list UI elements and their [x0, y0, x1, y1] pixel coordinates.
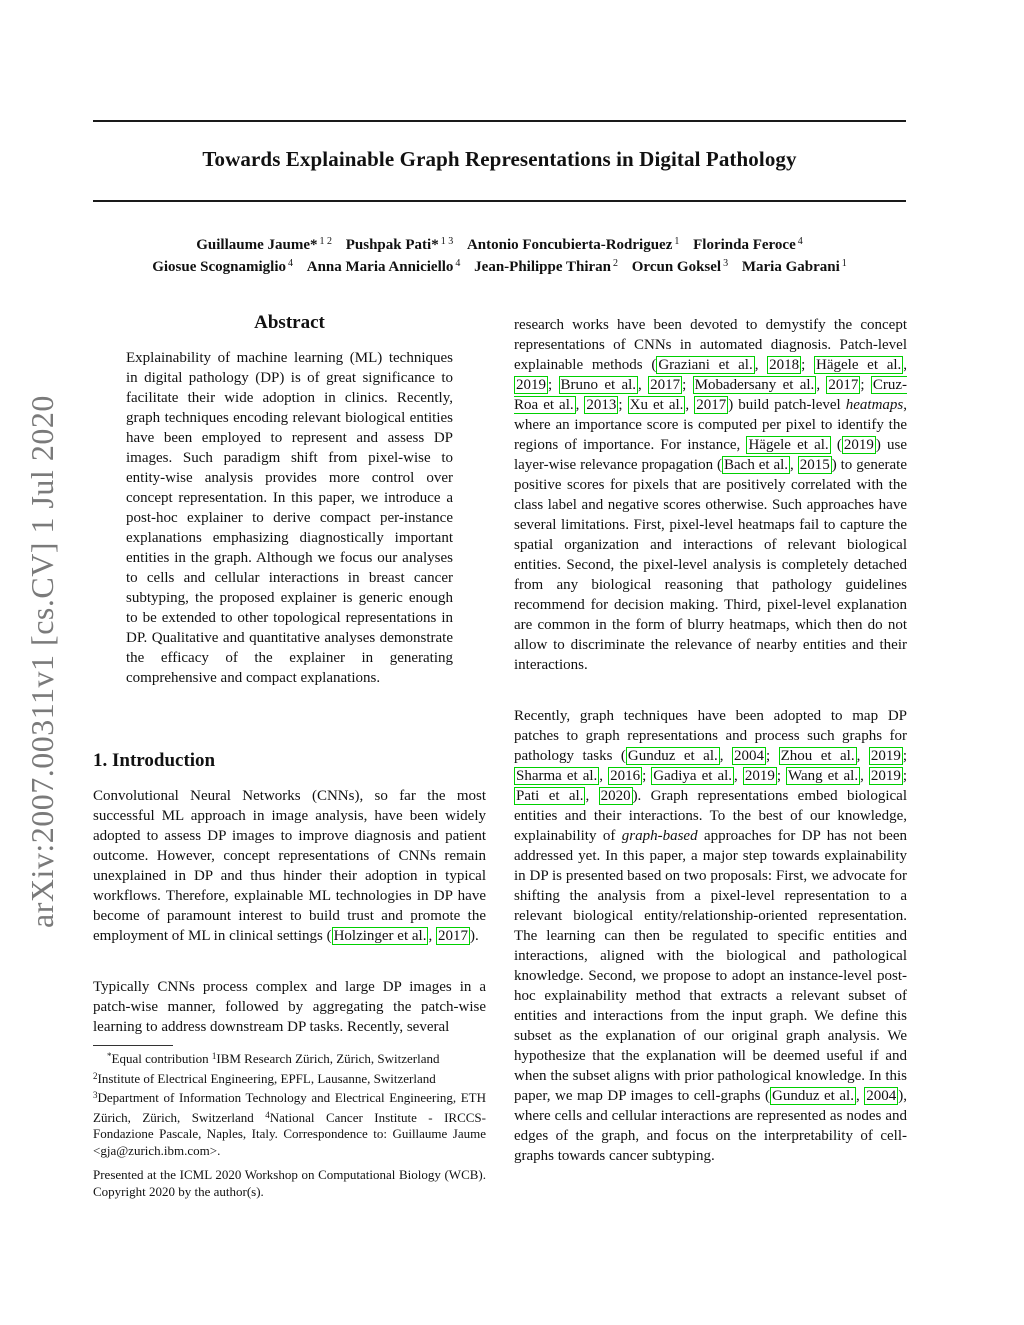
intro-paragraph-2: Typically CNNs process complex and large DP images in a patch-wise manner, followed by aggregating the patch-wise learning to address downstream DP tasks. Recently, several [93, 979, 486, 1035]
citation-link[interactable]: Holzinger et al. [333, 928, 427, 944]
citation-link[interactable]: Bach et al. [724, 457, 789, 473]
citation-link[interactable]: Gadiya et al. [653, 768, 733, 784]
citation-link[interactable]: Pati et al. [516, 788, 584, 804]
citation-link[interactable]: Bruno et al. [560, 377, 637, 393]
citation-link[interactable]: 2004 [866, 1088, 897, 1104]
introduction-heading: 1. Introduction [93, 750, 216, 771]
author: Antonio Foncubierta-Rodriguez $^1$ [466, 236, 680, 253]
citation-link[interactable]: Wang et al. [788, 768, 859, 784]
author: Orcun Goksel $^3$ [631, 258, 729, 275]
citation-link[interactable]: 2019 [843, 437, 874, 453]
citation-link[interactable]: Hägele et al. [816, 357, 902, 373]
citation-link[interactable]: Hägele et al. [748, 437, 829, 453]
citation-link[interactable]: Xu et al. [629, 397, 684, 413]
citation-link[interactable]: Mobadersany et al. [694, 377, 815, 393]
arxiv-identifier: arXiv:2007.00311v1 [cs.CV] 1 Jul 2020 [24, 395, 60, 928]
citation-link[interactable]: 2017 [650, 377, 681, 393]
citation-link[interactable]: 2017 [696, 397, 727, 413]
citation-link[interactable]: Graziani et al. [658, 357, 753, 373]
citation-link[interactable]: 2017 [437, 928, 468, 944]
right-paragraph-2: Recently, graph techniques have been adopted to map DP patches to graph representations and process such graphs for pathology tasks ( Gunduz et al. , 2004 ; Zhou et al. , 2019 ; Sharma et al. , 2016 ; Gadiya et al. , 2019 ; Wang et al. , 2019 ; Pati et al. , 2020 ). Graph representations embed biological entities and their interactions. To the best of our knowledge, explainability of graph-based approaches for DP has not been addressed yet. In this paper, a major step towards explainability in DP is presented based on two proposals: First, we advocate for shifting the analysis from a pixel-level representation to a relevant biological entity/relationship-oriented representation. The learning can then be regulated to specific entities and interactions, aligned with the biological and pathological knowledge. Second, we propose to adopt an instance-level post-hoc explainability method that extracts a relevant subset of entities and interactions from the input graph. We define this subset as the explanation of our original graph analysis. We hypothesize that the explanation will be deemed useful if and when the subset aligns with prior pathological knowledge. In this paper, we map DP images to cell-graphs ( Gunduz et al. , 2004 ), where cells and cellular interactions are represented as nodes and edges of the graph, and focus on the interpretability of cell-graphs towards cancer subtyping. [514, 708, 908, 1164]
authors-line-2 [93, 258, 906, 276]
citation-link[interactable]: 2019 [870, 748, 901, 764]
citation-link[interactable]: 2016 [610, 768, 641, 784]
right-paragraph-1: research works have been devoted to demystify the concept representations of CNNs in automated diagnosis. Patch-level explainable methods ( Graziani et al. , 2018 ; Hägele et al. , 2019 ; Bruno et al. , 2017 ; Mobadersany et al. , 2017 ; Cruz-Roa et al. , 2013 ; Xu et al. , 2017 ) build patch-level heatmaps, where an importance score is computed per pixel to identify the regions of importance. For instance, Hägele et al. ( 2019 ) use layer-wise relevance propagation ( Bach et al. , 2015 ) to generate positive scores for pixels that are positively correlated with the class label and negative scores otherwise. Such approaches have several limitations. First, pixel-level heatmaps fail to capture the spatial organization and interactions of relevant biological entities. Second, the pixel-level analysis is completely detached from any biological reasoning that pathology guidelines recommend for decision making. Third, pixel-level explanation are common in the form of blurry heatmaps, which then do not allow to discriminate the relevance of nearby entities and their interactions. [514, 317, 908, 673]
footnotes: *Equal contribution $^1$IBM Research Zürich, Zürich, Switzerland $^2$Institute of Electrical Engineering, EPFL, Lausanne, Switzerland $^3$Department of Information Technology and Electrical Engineering, ETH Zürich, Zürich, Switzerland $^4$National Cancer Institute - IRCCS-Fondazione Pascale, Naples, Italy. Correspondence to: Guillaume Jaume <gja@zurich.ibm.com>. [93, 1051, 486, 1158]
author: Anna Maria Anniciello $^4$ [306, 258, 461, 275]
citation-link[interactable]: 2004 [733, 748, 764, 764]
citation-link[interactable]: 2019 [870, 768, 901, 784]
citation-link[interactable]: 2018 [769, 357, 800, 373]
abstract-text: Explainability of machine learning (ML) techniques in digital pathology (DP) is of great significance to facilitate their wide adoption in clinics. Recently, graph techniques encoding relevant biological entities have been employed to represent and assess DP images. Such paradigm shift from pixel-wise to entity-wise analysis provides more control over concept representation. In this paper, we introduce a post-hoc explainer to derive compact per-instance explanations emphasizing diagnostically important entities in the graph. Although we focus our analyses to cells and cellular interactions in breast cancer subtyping, the proposed explainer is generic enough to be extended to other topological representations in DP. Qualitative and quantitative analyses demonstrate the efficacy of the explainer in generating comprehensive and compact explanations. [126, 350, 453, 686]
citation-link[interactable]: Gunduz et al. [771, 1088, 854, 1104]
author: Jean-Philippe Thiran $^2$ [474, 258, 619, 275]
author: Maria Gabrani $^1$ [741, 258, 847, 275]
footnote-divider [93, 1045, 173, 1046]
citation-link[interactable]: 2019 [516, 377, 546, 393]
citation-link[interactable]: Gunduz et al. [627, 748, 718, 764]
author: Pushpak Pati* $^{1 3}$ [345, 236, 454, 253]
title-top-rule [93, 120, 906, 122]
citation-link[interactable]: 2017 [828, 377, 859, 393]
citation-link[interactable]: 2020 [600, 788, 631, 804]
citation-link[interactable]: Zhou et al. [780, 748, 855, 764]
authors-line-1 [93, 236, 906, 254]
citation-link[interactable]: Sharma et al. [516, 768, 598, 784]
workshop-notice: Presented at the ICML 2020 Workshop on Computational Biology (WCB). Copyright 2020 by the author(s). [93, 1167, 486, 1199]
citation-link[interactable]: 2013 [586, 397, 617, 413]
intro-paragraph-1: Convolutional Neural Networks (CNNs), so far the most successful ML approach in image analysis, have been widely adopted to assess DP images to improve diagnosis and patient outcome. However, concept representations of CNNs remain unexplained in DP and thus hinder their adoption in typical workflows. Therefore, explainable ML technologies in DP have become of paramount interest to build trust and promote the employment of ML in clinical settings ( Holzinger et al. , 2017 ). [93, 788, 486, 944]
author: Guillaume Jaume* $^{1 2}$ [196, 236, 332, 253]
citation-link[interactable]: 2019 [744, 768, 775, 784]
citation-link[interactable]: Cruz-Roa et al. [514, 377, 908, 413]
author: Giosue Scognamiglio $^4$ [152, 258, 293, 275]
author: Florinda Feroce $^4$ [693, 236, 803, 253]
abstract-heading: Abstract [254, 312, 325, 333]
paper-title: Towards Explainable Graph Representations in Digital Pathology [202, 147, 797, 171]
citation-link[interactable]: 2015 [799, 457, 830, 473]
title-bottom-rule [93, 200, 906, 202]
